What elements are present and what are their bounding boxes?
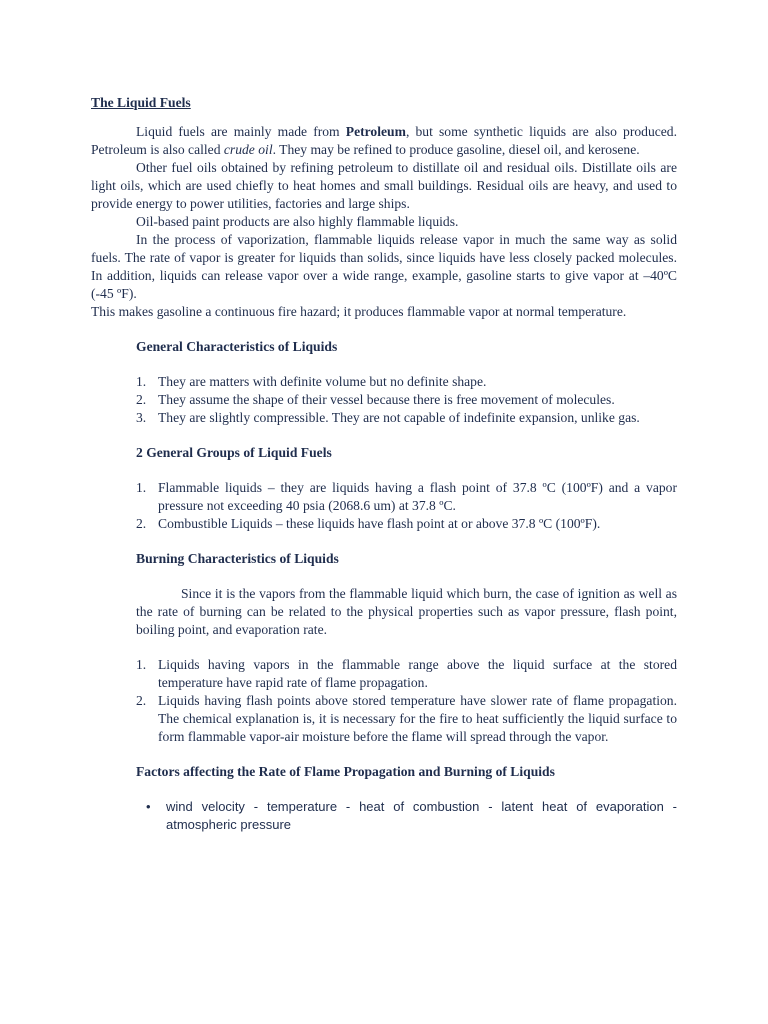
burning-list	[91, 656, 677, 746]
list-item-text: wind velocity - temperature - heat of combustion - latent heat of evaporation - atmospheric pressure	[166, 799, 677, 832]
list-item-text: Combustible Liquids – these liquids have flash point at or above 37.8 ºC (100ºF).	[158, 516, 601, 531]
list-number: 1.	[136, 657, 147, 672]
list-number: 2.	[136, 392, 147, 407]
list-number: 1.	[136, 374, 147, 389]
list-item	[136, 656, 677, 692]
list-item	[136, 479, 677, 515]
list-item	[136, 515, 677, 533]
list-item-text: They are slightly compressible. They are not capable of indefinite expansion, unlike gas.	[158, 410, 640, 425]
list-item-text: Liquids having flash points above stored temperature have slower rate of flame propagation. The chemical explanation is, it is necessary for the fire to heat sufficiently the liquid surface to form flammable vapor-air moisture before the flame will spread through the vapor.	[158, 693, 677, 744]
burning-paragraph: Since it is the vapors from the flammable liquid which burn, the case of ignition as well as the rate of burning can be related to the physical properties such as vapor pressure, flash point, boiling point, and evaporation rate.	[136, 586, 677, 637]
intro-p1-text-a: Liquid fuels are mainly made from	[136, 124, 346, 139]
factors-list	[91, 798, 677, 834]
list-number: 1.	[136, 480, 147, 495]
intro-paragraph-5: This makes gasoline a continuous fire hazard; it produces flammable vapor at normal temperature.	[91, 304, 627, 319]
list-item	[136, 373, 677, 391]
list-item-text: They assume the shape of their vessel because there is free movement of molecules.	[158, 392, 615, 407]
list-item	[136, 391, 677, 409]
list-number: 2.	[136, 693, 147, 708]
general-characteristics-list	[91, 373, 677, 427]
list-item	[136, 692, 677, 746]
list-number: 2.	[136, 516, 147, 531]
list-item	[136, 409, 677, 427]
intro-p1-text-b: , but some synthetic liquids are also produced. Petroleum is also called	[91, 124, 677, 157]
intro-p1-text-c: . They may be refined to produce gasoline, diesel oil, and kerosene.	[272, 142, 640, 157]
intro-paragraph-4: In the process of vaporization, flammable liquids release vapor in much the same way as solid fuels. The rate of vapor is greater for liquids than solids, since liquids have less closely packed molecules. In addition, liquids can release vapor over a wide range, example, gasoline starts to give vapor at –40ºC (-45 ºF).	[91, 232, 677, 301]
intro-paragraph-1	[91, 123, 677, 159]
groups-heading: 2 General Groups of Liquid Fuels	[136, 445, 332, 460]
petroleum-bold: Petroleum	[345, 124, 406, 139]
intro-paragraph-2: Other fuel oils obtained by refining petroleum to distillate oil and residual oils. Distillate oils are light oils, which are used chiefly to heat homes and small buildings. Residual oils are heavy, and used to provide energy to power utilities, factories and large ships.	[91, 160, 677, 211]
document-title: The Liquid Fuels	[91, 95, 191, 110]
list-item-text: They are matters with definite volume but no definite shape.	[158, 374, 487, 389]
bullet-icon: •	[146, 799, 151, 814]
list-item-text: Flammable liquids – they are liquids having a flash point of 37.8 ºC (100ºF) and a vapor pressure not exceeding 40 psia (2068.6 um) at 37.8 ºC.	[158, 480, 677, 513]
list-item-text: Liquids having vapors in the flammable range above the liquid surface at the stored temperature have rapid rate of flame propagation.	[158, 657, 677, 690]
document-body	[91, 94, 677, 834]
crude-oil-italic: crude oil	[223, 142, 273, 157]
list-item	[136, 798, 677, 834]
groups-list	[91, 479, 677, 533]
intro-paragraph-3: Oil-based paint products are also highly flammable liquids.	[136, 214, 459, 229]
factors-heading: Factors affecting the Rate of Flame Propagation and Burning of Liquids	[136, 764, 555, 779]
burning-heading: Burning Characteristics of Liquids	[136, 551, 339, 566]
list-number: 3.	[136, 410, 147, 425]
general-characteristics-heading: General Characteristics of Liquids	[136, 339, 338, 354]
